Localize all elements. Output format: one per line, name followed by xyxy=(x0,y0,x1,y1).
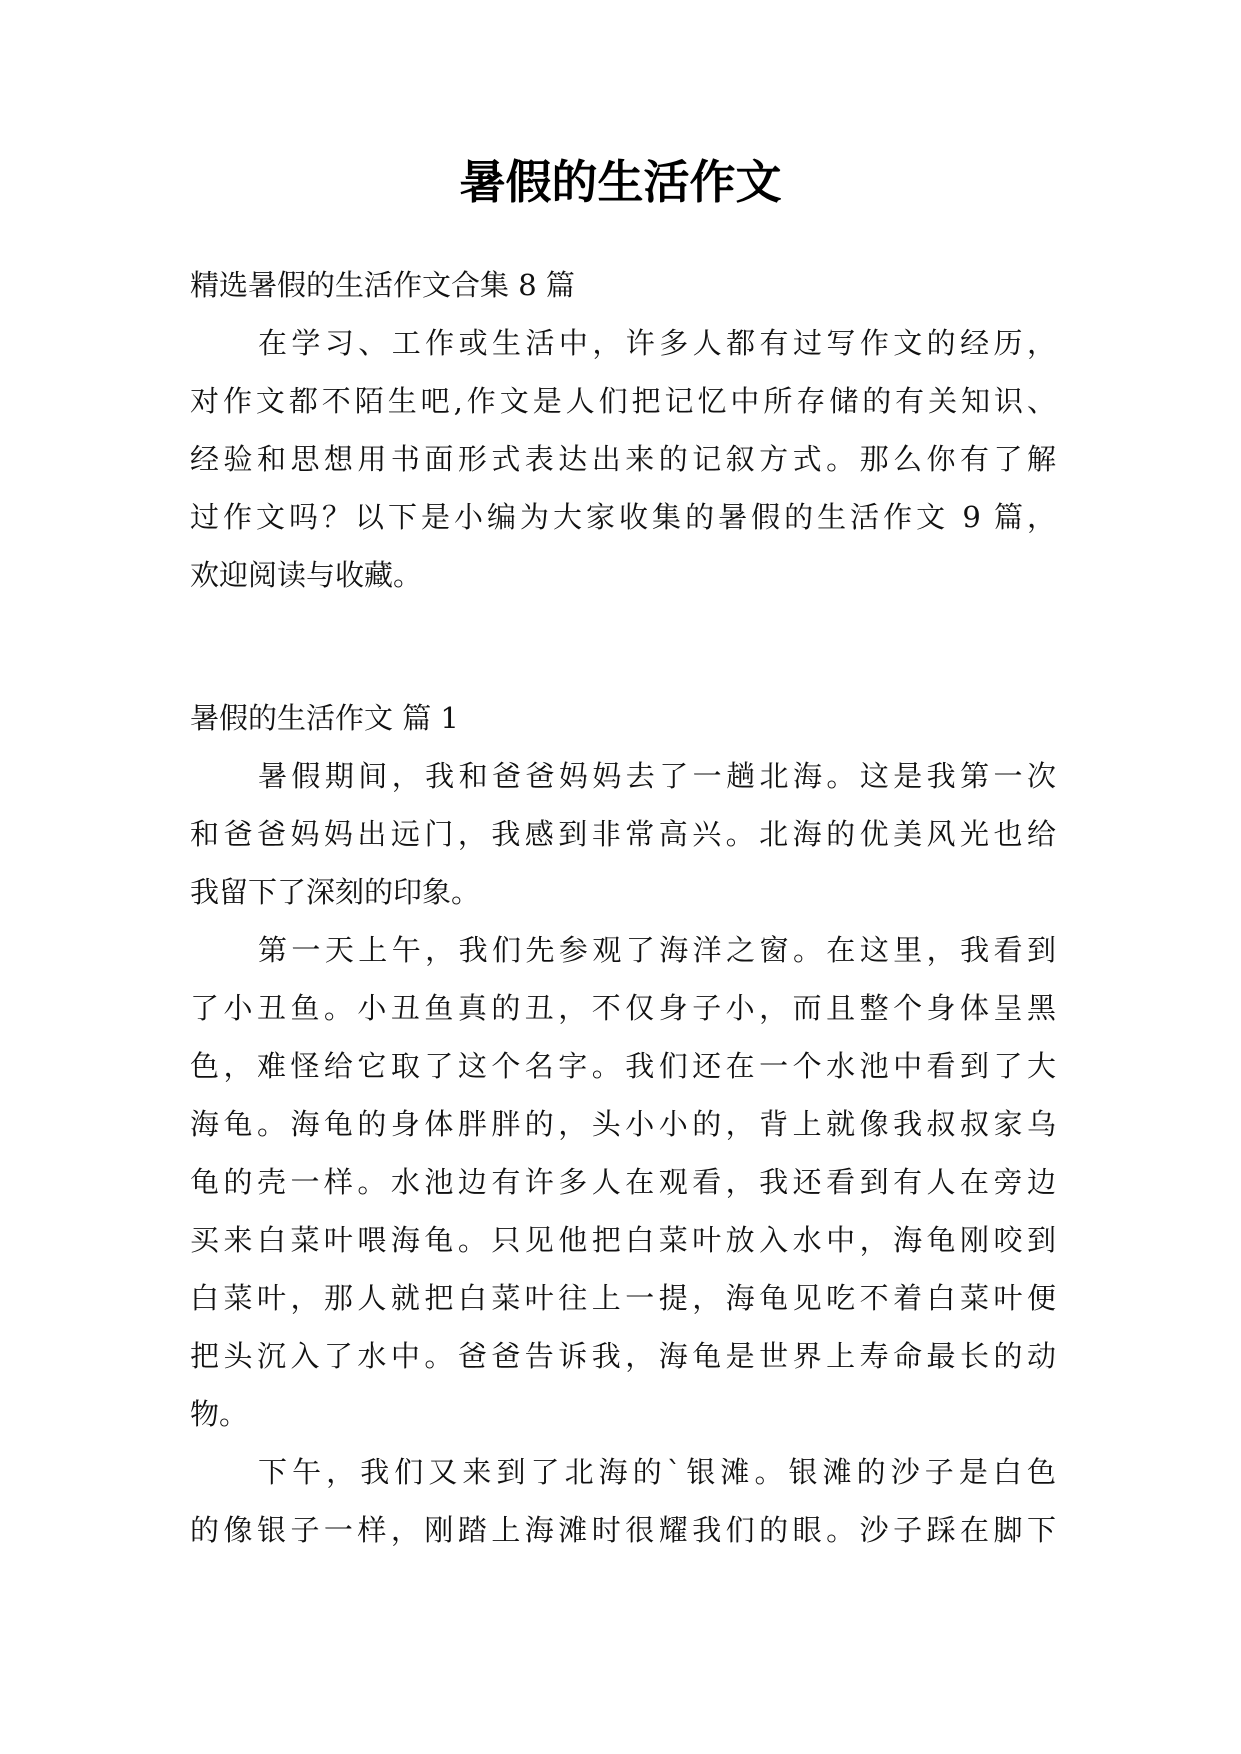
intro-line: 在学习、工作或生活中，许多人都有过写作文的经历， xyxy=(258,326,1056,360)
paragraph-line: 了小丑鱼。小丑鱼真的丑，不仅身子小，而且整个身体呈黑 xyxy=(190,991,1056,1025)
paragraph-line: 我留下了深刻的印象。 xyxy=(190,875,481,909)
paragraph-line: 龟的壳一样。水池边有许多人在观看，我还看到有人在旁边 xyxy=(190,1165,1056,1199)
paragraph-line: 物。 xyxy=(190,1397,249,1431)
paragraph-line: 把头沉入了水中。爸爸告诉我，海龟是世界上寿命最长的动 xyxy=(190,1339,1056,1373)
paragraph-line: 的像银子一样，刚踏上海滩时很耀我们的眼。沙子踩在脚下 xyxy=(190,1513,1056,1547)
paragraph-line: 暑假期间，我和爸爸妈妈去了一趟北海。这是我第一次 xyxy=(258,759,1056,793)
paragraph-line: 色，难怪给它取了这个名字。我们还在一个水池中看到了大 xyxy=(190,1049,1056,1083)
intro-line: 经验和思想用书面形式表达出来的记叙方式。那么你有了解 xyxy=(190,442,1056,476)
document-title: 暑假的生活作文 xyxy=(459,155,782,209)
section-1 xyxy=(190,689,1056,1559)
intro-line: 欢迎阅读与收藏。 xyxy=(190,558,423,592)
paragraph-line: 白菜叶，那人就把白菜叶往上一提，海龟见吃不着白菜叶便 xyxy=(190,1281,1056,1315)
paragraph-line: 和爸爸妈妈出远门，我感到非常高兴。北海的优美风光也给 xyxy=(190,817,1056,851)
paragraph-line: 海龟。海龟的身体胖胖的，头小小的，背上就像我叔叔家乌 xyxy=(190,1107,1056,1141)
intro-line: 对作文都不陌生吧,作文是人们把记忆中所存储的有关知识、 xyxy=(190,384,1056,418)
section-heading: 暑假的生活作文 篇 1 xyxy=(190,701,459,735)
paragraph-line: 下午，我们又来到了北海的`银滩。银滩的沙子是白色 xyxy=(258,1455,1056,1489)
paragraph-line: 第一天上午，我们先参观了海洋之窗。在这里，我看到 xyxy=(258,933,1056,967)
paragraph-line: 买来白菜叶喂海龟。只见他把白菜叶放入水中，海龟刚咬到 xyxy=(190,1223,1056,1257)
intro-line: 过作文吗？以下是小编为大家收集的暑假的生活作文 9 篇， xyxy=(190,500,1056,534)
intro-block xyxy=(190,256,1056,604)
subtitle: 精选暑假的生活作文合集 8 篇 xyxy=(190,268,575,302)
